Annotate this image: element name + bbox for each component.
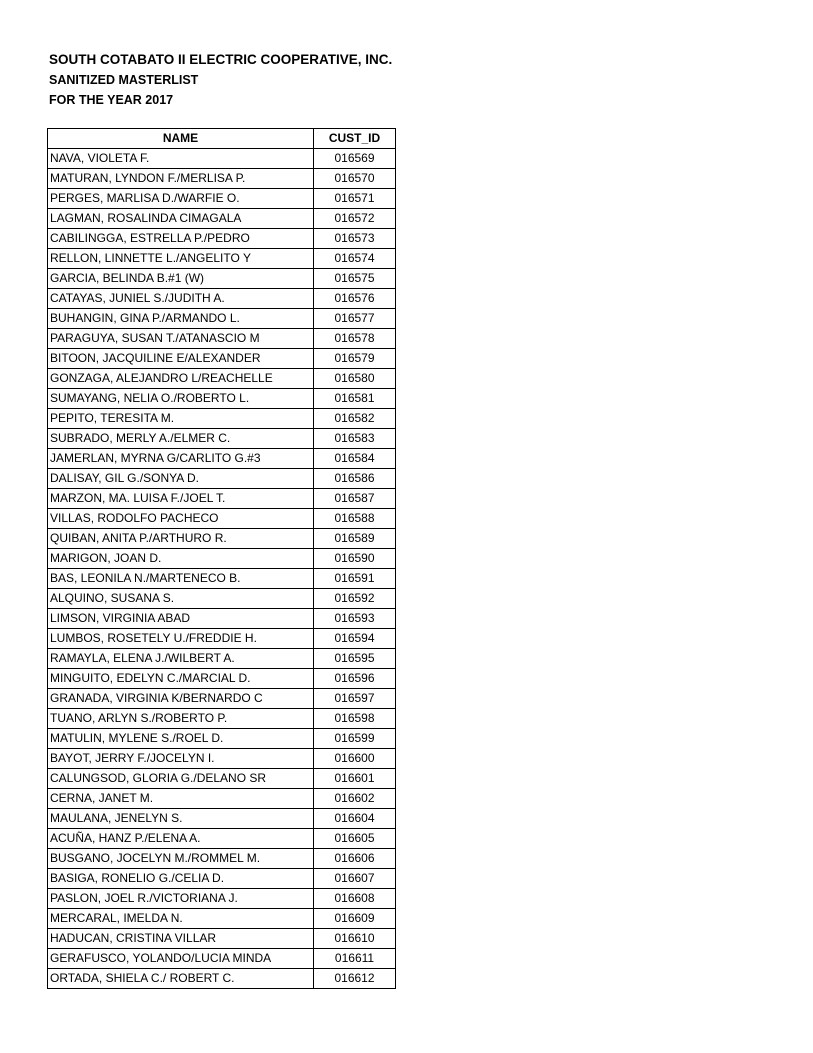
customer-name-cell: GARCIA, BELINDA B.#1 (W)	[48, 269, 314, 289]
customer-name-cell: PASLON, JOEL R./VICTORIANA J.	[48, 889, 314, 909]
table-row	[48, 709, 396, 729]
customer-id-cell: 016593	[314, 609, 396, 629]
customer-id-cell: 016576	[314, 289, 396, 309]
table-row	[48, 649, 396, 669]
masterlist-table	[47, 128, 396, 989]
customer-id-cell: 016606	[314, 849, 396, 869]
customer-id-cell: 016607	[314, 869, 396, 889]
customer-id-cell: 016582	[314, 409, 396, 429]
customer-name-cell: GRANADA, VIRGINIA K/BERNARDO C	[48, 689, 314, 709]
table-row	[48, 349, 396, 369]
table-row	[48, 809, 396, 829]
customer-name-cell: LAGMAN, ROSALINDA CIMAGALA	[48, 209, 314, 229]
customer-name-cell: MAULANA, JENELYN S.	[48, 809, 314, 829]
table-row	[48, 209, 396, 229]
customer-id-cell: 016598	[314, 709, 396, 729]
customer-name-cell: ACUÑA, HANZ P./ELENA A.	[48, 829, 314, 849]
customer-id-cell: 016601	[314, 769, 396, 789]
customer-id-cell: 016594	[314, 629, 396, 649]
customer-id-cell: 016590	[314, 549, 396, 569]
table-row	[48, 169, 396, 189]
customer-name-cell: PEPITO, TERESITA M.	[48, 409, 314, 429]
customer-id-cell: 016586	[314, 469, 396, 489]
customer-id-cell: 016595	[314, 649, 396, 669]
table-row	[48, 849, 396, 869]
table-row	[48, 769, 396, 789]
customer-name-cell: LUMBOS, ROSETELY U./FREDDIE H.	[48, 629, 314, 649]
table-row	[48, 549, 396, 569]
table-row	[48, 449, 396, 469]
customer-name-cell: SUMAYANG, NELIA O./ROBERTO L.	[48, 389, 314, 409]
customer-id-cell: 016580	[314, 369, 396, 389]
customer-id-cell: 016588	[314, 509, 396, 529]
table-row	[48, 229, 396, 249]
table-row	[48, 629, 396, 649]
customer-name-cell: RAMAYLA, ELENA J./WILBERT A.	[48, 649, 314, 669]
table-row	[48, 469, 396, 489]
customer-id-cell: 016610	[314, 929, 396, 949]
table-row	[48, 189, 396, 209]
customer-id-cell: 016605	[314, 829, 396, 849]
table-row	[48, 749, 396, 769]
customer-id-cell: 016597	[314, 689, 396, 709]
table-row	[48, 949, 396, 969]
customer-name-cell: CABILINGGA, ESTRELLA P./PEDRO	[48, 229, 314, 249]
customer-id-cell: 016581	[314, 389, 396, 409]
customer-name-cell: JAMERLAN, MYRNA G/CARLITO G.#3	[48, 449, 314, 469]
table-row	[48, 329, 396, 349]
customer-name-cell: MARZON, MA. LUISA F./JOEL T.	[48, 489, 314, 509]
customer-id-cell: 016589	[314, 529, 396, 549]
table-row	[48, 609, 396, 629]
customer-name-cell: GONZAGA, ALEJANDRO L/REACHELLE	[48, 369, 314, 389]
customer-id-cell: 016608	[314, 889, 396, 909]
customer-name-cell: CATAYAS, JUNIEL S./JUDITH A.	[48, 289, 314, 309]
table-row	[48, 249, 396, 269]
customer-name-cell: MERCARAL, IMELDA N.	[48, 909, 314, 929]
customer-name-cell: ALQUINO, SUSANA S.	[48, 589, 314, 609]
table-row	[48, 269, 396, 289]
customer-id-cell: 016573	[314, 229, 396, 249]
customer-id-cell: 016591	[314, 569, 396, 589]
table-row	[48, 909, 396, 929]
customer-name-cell: QUIBAN, ANITA P./ARTHURO R.	[48, 529, 314, 549]
table-row	[48, 149, 396, 169]
customer-name-cell: NAVA, VIOLETA F.	[48, 149, 314, 169]
customer-name-cell: VILLAS, RODOLFO PACHECO	[48, 509, 314, 529]
table-row	[48, 489, 396, 509]
table-header-row	[48, 129, 396, 149]
customer-id-cell: 016604	[314, 809, 396, 829]
customer-name-cell: MATULIN, MYLENE S./ROEL D.	[48, 729, 314, 749]
customer-id-cell: 016584	[314, 449, 396, 469]
customer-id-cell: 016569	[314, 149, 396, 169]
customer-id-cell: 016572	[314, 209, 396, 229]
customer-name-cell: HADUCAN, CRISTINA VILLAR	[48, 929, 314, 949]
customer-id-cell: 016600	[314, 749, 396, 769]
customer-id-cell: 016583	[314, 429, 396, 449]
customer-name-cell: BITOON, JACQUILINE E/ALEXANDER	[48, 349, 314, 369]
table-row	[48, 369, 396, 389]
customer-id-cell: 016602	[314, 789, 396, 809]
document-header	[49, 50, 392, 110]
column-header-cust-id: CUST_ID	[314, 129, 396, 149]
customer-name-cell: CERNA, JANET M.	[48, 789, 314, 809]
customer-name-cell: BAS, LEONILA N./MARTENECO B.	[48, 569, 314, 589]
table-row	[48, 309, 396, 329]
customer-name-cell: BAYOT, JERRY F./JOCELYN I.	[48, 749, 314, 769]
customer-id-cell: 016574	[314, 249, 396, 269]
year-line: FOR THE YEAR 2017	[49, 93, 174, 107]
customer-name-cell: RELLON, LINNETTE L./ANGELITO Y	[48, 249, 314, 269]
customer-name-cell: CALUNGSOD, GLORIA G./DELANO SR	[48, 769, 314, 789]
table-row	[48, 869, 396, 889]
table-row	[48, 889, 396, 909]
customer-id-cell: 016571	[314, 189, 396, 209]
customer-name-cell: DALISAY, GIL G./SONYA D.	[48, 469, 314, 489]
table-row	[48, 589, 396, 609]
customer-name-cell: MINGUITO, EDELYN C./MARCIAL D.	[48, 669, 314, 689]
customer-id-cell: 016599	[314, 729, 396, 749]
customer-name-cell: MATURAN, LYNDON F./MERLISA P.	[48, 169, 314, 189]
customer-id-cell: 016575	[314, 269, 396, 289]
customer-id-cell: 016611	[314, 949, 396, 969]
table-row	[48, 569, 396, 589]
customer-name-cell: TUANO, ARLYN S./ROBERTO P.	[48, 709, 314, 729]
customer-name-cell: PARAGUYA, SUSAN T./ATANASCIO M	[48, 329, 314, 349]
table-row	[48, 789, 396, 809]
customer-name-cell: BUHANGIN, GINA P./ARMANDO L.	[48, 309, 314, 329]
table-row	[48, 829, 396, 849]
table-row	[48, 729, 396, 749]
column-header-name: NAME	[48, 129, 314, 149]
table-row	[48, 429, 396, 449]
customer-name-cell: PERGES, MARLISA D./WARFIE O.	[48, 189, 314, 209]
customer-id-cell: 016609	[314, 909, 396, 929]
customer-id-cell: 016596	[314, 669, 396, 689]
customer-id-cell: 016612	[314, 969, 396, 989]
table-row	[48, 929, 396, 949]
table-row	[48, 509, 396, 529]
customer-id-cell: 016592	[314, 589, 396, 609]
table-row	[48, 289, 396, 309]
customer-name-cell: LIMSON, VIRGINIA ABAD	[48, 609, 314, 629]
table-row	[48, 409, 396, 429]
table-row	[48, 689, 396, 709]
customer-id-cell: 016578	[314, 329, 396, 349]
customer-id-cell: 016587	[314, 489, 396, 509]
customer-name-cell: BASIGA, RONELIO G./CELIA D.	[48, 869, 314, 889]
table-row	[48, 969, 396, 989]
customer-name-cell: ORTADA, SHIELA C./ ROBERT C.	[48, 969, 314, 989]
table-row	[48, 529, 396, 549]
customer-name-cell: BUSGANO, JOCELYN M./ROMMEL M.	[48, 849, 314, 869]
customer-id-cell: 016579	[314, 349, 396, 369]
customer-name-cell: MARIGON, JOAN D.	[48, 549, 314, 569]
customer-id-cell: 016577	[314, 309, 396, 329]
customer-name-cell: SUBRADO, MERLY A./ELMER C.	[48, 429, 314, 449]
company-name: SOUTH COTABATO II ELECTRIC COOPERATIVE, INC.	[49, 52, 393, 67]
customer-id-cell: 016570	[314, 169, 396, 189]
table-row	[48, 669, 396, 689]
customer-name-cell: GERAFUSCO, YOLANDO/LUCIA MINDA	[48, 949, 314, 969]
document-subtitle: SANITIZED MASTERLIST	[49, 73, 199, 87]
table-row	[48, 389, 396, 409]
